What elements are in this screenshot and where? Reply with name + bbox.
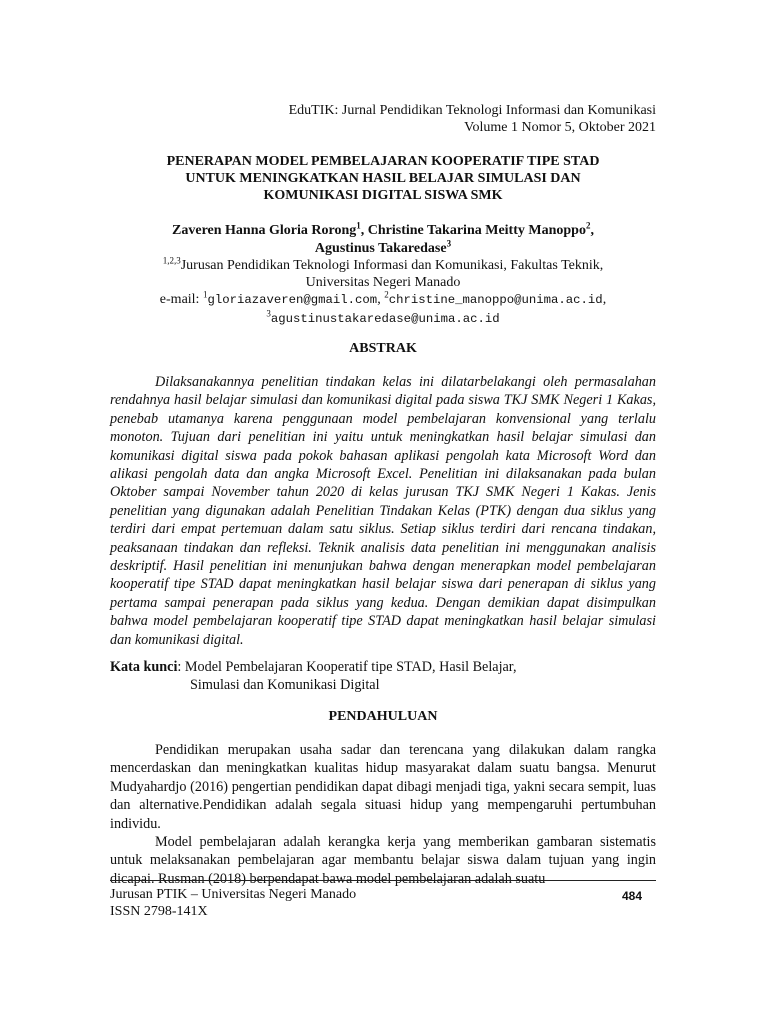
author-1: Zaveren Hanna Gloria Rorong (172, 223, 357, 238)
intro-section (110, 741, 656, 888)
affiliation-line-2: Universitas Negeri Manado (305, 275, 461, 291)
keywords-colon: : (177, 659, 185, 675)
affiliation-sup: 1,2,3 (162, 255, 181, 266)
author-3: Agustinus Takaredase (314, 241, 447, 256)
email-1-link[interactable]: gloriazaveren@gmail.com (207, 293, 378, 308)
email-separator-1: , (377, 292, 385, 308)
footer-issn: ISSN 2798-141X (110, 903, 208, 919)
keywords-line-1: Model Pembelajaran Kooperatif tipe STAD, Hasil Belajar, (184, 659, 517, 675)
abstract-heading: ABSTRAK (349, 341, 417, 356)
author-1-sup: 1 (356, 220, 361, 231)
author-2-sup: 2 (585, 220, 591, 231)
title-line-2: UNTUK MENINGKATKAN HASIL BELAJAR SIMULASI DAN (185, 171, 581, 186)
email-2-link[interactable]: christine_manoppo@unima.ac.id (388, 293, 603, 308)
keywords-label: Kata kunci (110, 659, 178, 675)
keywords-line-2: Simulasi dan Komunikasi Digital (190, 677, 380, 694)
footer-institution: Jurusan PTIK – Universitas Negeri Manado (110, 887, 357, 902)
page-number: 484 (622, 889, 643, 903)
abstract-text: Dilaksanakannya penelitian tindakan kelas ini dilatarbelakangi oleh permasalahan rendahnya hasil belajar simulasi dan komunikasi digital pada siswa TKJ SMK Negeri 1 Kakas, penebab utamanya karena penggunaan model pembelajaran konvensional yang terlalu monoton. Tujuan dari penelitian ini yaitu untuk meningkatkan hasil belajar simulasi dan komunikasi digital siswa pada pokok bahasan aplikasi pengolah kata Microsoft Word dan alikasi pengolah data dan angka Microsoft Excel. Penelitian ini dilaksanakan pada bulan Oktober sampai November tahun 2020 di kelas jurusan TKJ SMK Negeri 1 Kakas. Jenis penelitian yang digunakan adalah Penelitian Tindakan Kelas (PTK) dengan dua siklus yang terdiri dari empat pertemuan dalam satu siklus. Setiap siklus terdiri dari rencana tindakan, peaksanaan tindakan dan refleksi. Teknik analisis data penelitian ini menggunakan analisis deskriptif. Hasil penelitian ini menunjukan bahwa dengan menerapkan model pembelajaran kooperatif tipe STAD dapat meningkatkan hasil belajar siswa dari penerapan di siklus yang pertama sampai penerapan pada siklus yang kedua. Dengan demikian dapat disimpulkan bahwa model pembelajaran kooperatif tipe STAD dapat meningkatkan hasil belajar simulasi dan komunikasi digital. (110, 374, 656, 648)
email-separator-2: , (602, 292, 607, 308)
email-3-sup: 3 (266, 307, 271, 318)
page-footer (110, 887, 656, 920)
intro-paragraph-1: Pendidikan merupakan usaha sadar dan terencana yang dilakukan dalam rangka mencerdaskan dan meningkatkan kualitas hidup masyarakat dalam suatu bangsa. Menurut Mudyahardjo (2016) pengertian pendidikan dapat dibagi menjadi tiga, yakni secara sempit, luas dan alternative.Pendidikan adalah segala situasi hidup yang mempengaruhi pertumbuhan individu. (110, 742, 656, 832)
affiliation (110, 257, 656, 328)
email-3-link[interactable]: agustinustakaredase@unima.ac.id (270, 311, 500, 326)
author-list (110, 222, 656, 258)
author-3-sup: 3 (446, 238, 452, 249)
footer-divider (110, 880, 656, 881)
journal-name: EduTIK: Jurnal Pendidikan Teknologi Informasi dan Komunikasi (288, 103, 656, 118)
intro-paragraph-2: Model pembelajaran adalah kerangka kerja yang memberikan gambaran sistematis untuk melaksanakan pembelajaran agar membantu belajar siswa dalam tujuan yang ingin dicapai. Rusman (2018) berpendapat bawa model pembelajaran adalah suatu (110, 834, 656, 887)
keywords (110, 658, 656, 695)
title-line-3: KOMUNIKASI DIGITAL SISWA SMK (263, 188, 503, 203)
journal-volume: Volume 1 Nomor 5, Oktober 2021 (464, 120, 656, 135)
author-separator-1: , (360, 223, 368, 238)
affiliation-line-1: Jurusan Pendidikan Teknologi Informasi dan Komunikasi, Fakultas Teknik, (180, 258, 604, 273)
journal-header (110, 102, 656, 136)
author-2: Christine Takarina Meitty Manoppo (367, 223, 586, 238)
intro-heading: PENDAHULUAN (328, 709, 438, 724)
email-label: e-mail: (159, 292, 203, 308)
paper-title (110, 153, 656, 204)
email-2-sup: 2 (384, 289, 389, 300)
author-separator-2: , (590, 223, 594, 238)
title-line-1: PENERAPAN MODEL PEMBELAJARAN KOOPERATIF TIPE STAD (166, 154, 600, 169)
email-1-sup: 1 (202, 289, 208, 300)
